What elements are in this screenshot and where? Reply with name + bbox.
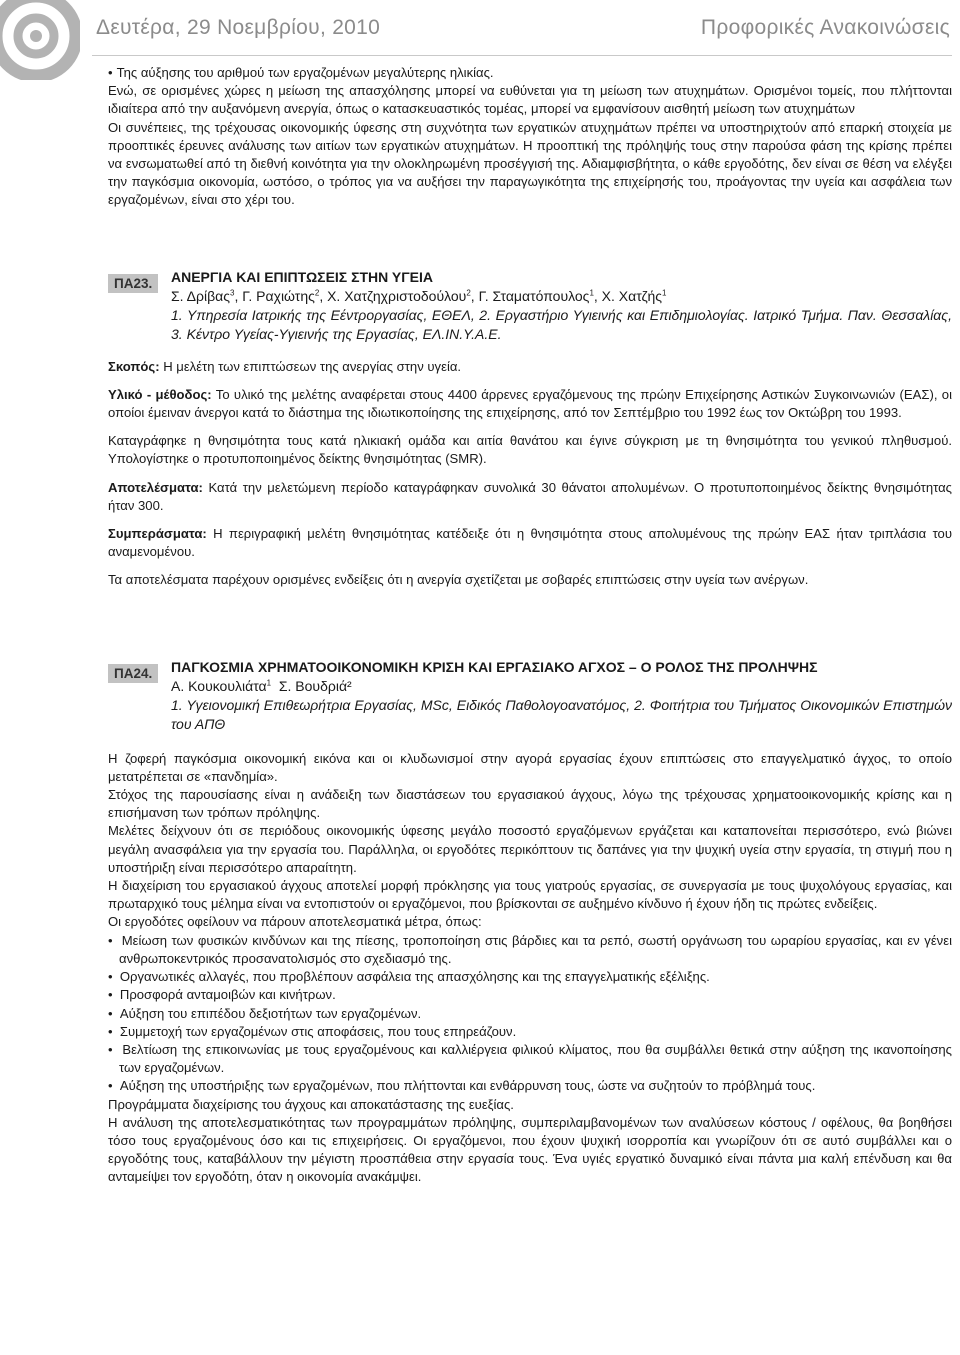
- header-section: Προφορικές Ανακοινώσεις: [700, 16, 950, 39]
- abstract-title: ΠΑΓΚΟΣΜΙΑ ΧΡΗΜΑΤΟΟΙΚΟΝΟΜΙΚΗ ΚΡΙΣΗ ΚΑΙ ΕΡΓΑΣΙΑΚΟ ΑΓΧΟΣ – Ο ΡΟΛΟΣ ΤΗΣ ΠΡΟΛΗΨΗΣ: [171, 658, 818, 675]
- results-text: Κατά την μελετώμενη περίοδο καταγράφηκαν συνολικά 30 θάνατοι απολυμένων. Ο προτυποποιημένος δείκτης θνησιμότητας ήταν 300.: [108, 479, 952, 513]
- author-list: Σ. Δρίβας$^3$, Γ. Ραχιώτης$^2$, Χ. Χατζηχριστοδούλου$^2$, Γ. Σταματόπουλος$^1$, Χ. Χατζής$^1$: [171, 287, 667, 304]
- intro-paragraph-2: Οι συνέπειες, της τρέχουσας οικονομικής ύφεσης στη συχνότητα των εργατικών ατυχημάτων πρέπει να υποστηριχτούν από επαρκή στοιχεία με προοπτικές έρευνες ανάλυσης των αιτίων των εργατικών ατυχημάτων. Η προοπτική της πρόληψής τους στην παρούσα φάση της κρίσης πρέπει να ενσωματωθεί από τη διεθνή κοινότητα για την ολοκληρωμένη προσέγγισή της. Αδιαμφισβήτητα, ο κάθε εργοδότης, δεν είναι σε θέση να ελέγξει την παγκόσμια οικονομία, ωστόσο, ο τρόπος για να αυξήσει την παραγωγικότητα της επιχείρησής του, προάγοντας την υγεία και ασφάλεια των εργαζομένων, είναι στο χέρι του.: [108, 119, 952, 208]
- author-name: Χ. Χατζής: [601, 287, 663, 304]
- method-paragraph: [108, 386, 952, 422]
- header-divider: [92, 55, 952, 56]
- author-name: Γ. Ραχιώτης: [242, 287, 315, 304]
- method-text: Το υλικό της μελέτης αναφέρεται στους 4400 άρρενες εργαζόμενους της πρώην Επιχείρησης Αστικών Συγκοινωνιών (ΕΑΣ), οι οποίοι έμειναν άνεργοι κατά το διάστημα της ιδιωτικοποίησης της επιχείρησης, από τον Σεπτέμβριο του 1992 έως τον Οκτώβρη του 1993.: [108, 386, 952, 421]
- results-paragraph: [108, 479, 952, 515]
- author-name: Α. Κουκουλιάτα: [171, 677, 267, 694]
- body-paragraph: Η ανάλυση της αποτελεσματικότητας των προγραμμάτων πρόληψης, συμπεριλαμβανομένων των αναλύσεων κόστους / οφέλους, θα βοηθήσει τόσο τους εργαζομένους όσο και τις επιχειρήσεις. Οι εργαζόμενοι, που έχουν ψυχική ισορροπία και γνωρίζουν ότι σε αυτό συμβάλλει και ο εργοδότης τους, καταβάλλουν την μέγιστη προσπάθεια στην εργασία τους. Ένα υγιές εργατικό δυναμικό είναι πάντα μια καλή επένδυση και θα ανταμείψει τον εργοδότη, όταν η οικονομία ανακάμψει.: [108, 1114, 952, 1185]
- affiliations: 1. Υγειονομική Επιθεωρήτρια Εργασίας, MSc, Ειδικός Παθολογοανατόμος, 2. Φοιτήτρια του Τμήματος Οικονομικών Επιστημών του ΑΠΘ: [171, 696, 952, 732]
- final-paragraph: Τα αποτελέσματα παρέχουν ορισμένες ενδείξεις ότι η ανεργία σχετίζεται με σοβαρές επιπτώσεις στην υγεία των ανέργων.: [108, 572, 809, 588]
- list-item: • Συμμετοχή των εργαζομένων στις αποφάσεις, που τους επηρεάζουν.: [108, 1023, 952, 1041]
- conclusions-paragraph: [108, 525, 952, 561]
- abstract-tag: ΠΑ24.: [108, 664, 158, 683]
- conference-logo-icon: [0, 0, 80, 80]
- intro-paragraph-1: Ενώ, σε ορισμένες χώρες η μείωση της απασχόλησης μπορεί να ευθύνεται για τη μείωση των ατυχημάτων. Ορισμένοι τομείς, που πλήττονται ιδιαίτερα από την αυξανόμενη ανεργία, όπως ο κατασκευαστικός τομέας, μπορεί να εμφανίσουν αισθητή μείωση των ατυχημάτων: [108, 83, 952, 117]
- list-item: • Προσφορά ανταμοιβών και κινήτρων.: [108, 986, 952, 1004]
- author-sup: 1: [589, 287, 594, 297]
- intro-bullet-text: Της αύξησης του αριθμού των εργαζομένων μεγαλύτερης ηλικίας.: [116, 65, 494, 80]
- author-name: Σ. Δρίβας: [171, 287, 230, 304]
- author-sup: 3: [229, 287, 235, 297]
- body-paragraph: Η ζοφερή παγκόσμια οικονομική εικόνα και οι κλυδωνισμοί στην αγορά εργασίας έχουν επιπτώσεις στο επαγγελματικό άγχος, το οποίο μετατρέπεται σε «πανδημία».: [108, 750, 952, 784]
- body-paragraph: Οι εργοδότες οφείλουν να πάρουν αποτελεσματικά μέτρα, όπως:: [108, 914, 482, 930]
- list-item: • Βελτίωση της επικοινωνίας με τους εργαζομένους και καλλιέργεια φιλικού κλίματος, που θα συμβάλλει θετικά στην αύξηση της ικανοποίησης των εργαζομένων.: [108, 1041, 952, 1077]
- list-item: • Αύξηση της υποστήριξης των εργαζομένων, που πλήττονται και ενθάρρυνση τους, ώστε να συζητούν το πρόβλημά τους.: [108, 1077, 952, 1095]
- conclusions-text: Η περιγραφική μελέτη θνησιμότητας κατέδειξε ότι η θνησιμότητα στους απολυμένους της πρώην ΕΑΣ ήταν τριπλάσια του αναμενομένου.: [108, 526, 952, 560]
- aim-paragraph: [108, 358, 952, 376]
- list-item: • Μείωση των φυσικών κινδύνων και της πίεσης, τροποποίηση στις βάρδιες και τα ρεπό, σωστή οργάνωση του ωραρίου εργασίας, και εν γένει ανθρωποκεντρικός προσανατολισμός στο σχεδιασμό της.: [108, 932, 952, 968]
- abstract-tag: ΠΑ23.: [108, 274, 158, 293]
- method-paragraph-2: Καταγράφηκε η θνησιμότητα τους κατά ηλικιακή ομάδα και αιτία θανάτου και έγινε σύγκριση με τη θνησιμότητα του γενικού πληθυσμού. Υπολογίστηκε ο προτυποποιημένος δείκτης θνησιμότητας (SMR).: [108, 433, 952, 467]
- author-sup: 2: [314, 287, 320, 297]
- header-date: Δευτέρα, 29 Νοεμβρίου, 2010: [96, 16, 381, 39]
- body-paragraph: Η διαχείριση του εργασιακού άγχους αποτελεί μορφή πρόκλησης για τους γιατρούς εργασίας, σε συνεργασία με τους ψυχολόγους εργασίας, και πρωταρχικό τους μέλημα είναι να εντοπιστούν οι εργαζόμενοι, που βρίσκονται σε αυξημένο κίνδυνο ή έχουν ήδη τις πρώτες ενδείξεις.: [108, 878, 952, 912]
- author-name: Γ. Σταματόπουλος: [478, 287, 590, 304]
- aim-label: Σκοπός:: [108, 358, 160, 374]
- abstract-pa23: [108, 268, 952, 590]
- author-sup: 2: [466, 287, 471, 297]
- author-name: Χ. Χατζηχριστοδούλου: [327, 287, 467, 304]
- aim-text: Η μελέτη των επιπτώσεων της ανεργίας στην υγεία.: [159, 358, 462, 374]
- body-paragraph: Μελέτες δείχνουν ότι σε περιόδους οικονομικής ύφεσης μεγάλο ποσοστό εργαζόμενων εργάζεται και καταπονείται περισσότερο, ενώ βιώνει μεγάλη ανασφάλεια για την εργασία του. Παράλληλα, οι εργοδότες περικόπτουν τις δαπάνες για την ψυχική υγεία στην εργασία, τη στιγμή που η υποστήριξη είναι περισσότερο απαραίτητη.: [108, 823, 952, 875]
- results-label: Αποτελέσματα:: [108, 479, 203, 495]
- method-label: Υλικό - μέθοδος:: [108, 386, 212, 402]
- author-name: Σ. Βουδριά²: [278, 677, 352, 694]
- abstract-title: ΑΝΕΡΓΙΑ ΚΑΙ ΕΠΙΠΤΩΣΕΙΣ ΣΤΗΝ ΥΓΕΙΑ: [171, 268, 433, 285]
- author-sup: 1: [662, 287, 667, 297]
- body-paragraph: Στόχος της παρουσίασης είναι η ανάδειξη των διαστάσεων του εργασιακού άγχους, λόγω της τρέχουσας χρηματοοικονομικής κρίσης και η επισήμανση των τρόπων πρόληψης.: [108, 787, 952, 821]
- body-paragraph: Προγράμματα διαχείρισης του άγχους και αποκατάστασης της ευεξίας.: [108, 1096, 514, 1112]
- intro-bullet: [108, 64, 952, 82]
- list-item: • Αύξηση του επιπέδου δεξιοτήτων των εργαζομένων.: [108, 1005, 952, 1023]
- affiliations: 1. Υπηρεσία Ιατρικής της Εέντρoργασίας, ΕΘΕΛ, 2. Εργαστήριο Υγιεινής και Επιδημιολογίας. Ιατρικό Τμήμα. Παν. Θεσσαλίας, 3. Κέντρο Υγείας-Υγιεινής της Εργασίας, ΕΛ.ΙΝ.Υ.Α.Ε.: [171, 306, 952, 342]
- conclusions-label: Συμπεράσματα:: [108, 526, 207, 542]
- abstract-pa24: [108, 658, 952, 1187]
- author-sup: 1: [266, 678, 272, 687]
- list-item: • Οργανωτικές αλλαγές, που προβλέπουν ασφάλεια της απασχόλησης και της επαγγελματικής εξέλιξης.: [108, 968, 952, 986]
- author-list: [171, 677, 952, 696]
- page-content: [108, 64, 952, 1187]
